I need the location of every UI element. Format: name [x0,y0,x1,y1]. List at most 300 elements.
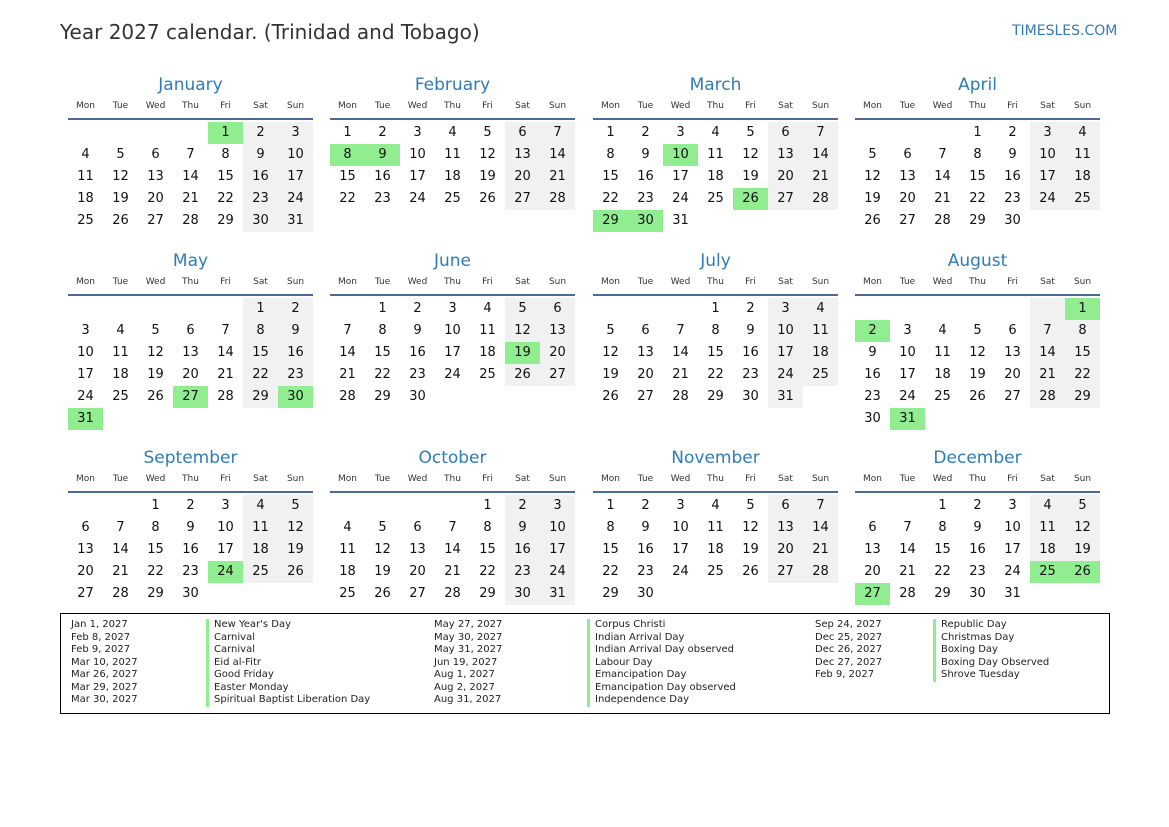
legend-date: May 27, 2027 [434,619,503,630]
day-cell: 8 [973,147,982,162]
day-cell: 24 [672,564,689,579]
weekday-label: Mon [601,277,620,287]
day-cell: 20 [147,191,164,206]
day-cell: 16 [409,345,426,360]
legend-date: Mar 10, 2027 [71,656,138,668]
day-cell: 1 [378,301,387,316]
day-cell: 26 [112,213,129,228]
day-cell: 20 [409,564,426,579]
weekday-label: Wed [670,474,691,484]
day-cell: 11 [77,169,94,184]
holiday-day-cell: 30 [628,210,663,232]
day-cell: 31 [768,386,803,408]
day-cell: 4 [711,125,720,140]
day-cell: 10 [1030,144,1065,166]
day-cell: 11 [803,320,838,342]
weekday-label: Fri [482,101,493,111]
day-cell: 1 [711,301,720,316]
day-cell: 23 [278,364,313,386]
weekday-label: Thu [707,101,724,111]
day-cell: 10 [217,520,234,535]
month-name: September [143,448,238,468]
day-cell: 15 [147,542,164,557]
legend-holiday-name: Spiritual Baptist Liberation Day [206,694,370,707]
empty-day-cell [68,298,103,320]
day-cell: 9 [505,517,540,539]
weekday-header [330,472,575,493]
legend-names-col-3 [933,619,1049,682]
weekday-label: Wed [407,277,428,287]
day-cell: 16 [969,542,986,557]
day-cell: 26 [602,389,619,404]
day-cell: 17 [444,345,461,360]
weekday-label: Sun [548,101,567,111]
day-cell: 30 [1004,213,1021,228]
day-cell: 2 [746,301,755,316]
weekday-label: Sun [286,277,305,287]
weekday-header [68,99,313,120]
weekday-label: Thu [182,277,199,287]
day-cell: 21 [1030,364,1065,386]
month-june [330,250,575,408]
day-cell: 13 [637,345,654,360]
day-cell: 7 [1030,320,1065,342]
day-cell: 4 [243,495,278,517]
day-cell: 4 [1030,495,1065,517]
day-cell: 23 [182,564,199,579]
day-cell: 7 [938,147,947,162]
day-cell: 12 [112,169,129,184]
day-cell: 22 [479,564,496,579]
day-cell: 14 [803,144,838,166]
day-cell: 2 [186,498,195,513]
day-grid [330,298,575,408]
day-cell: 13 [1004,345,1021,360]
day-cell: 22 [217,191,234,206]
day-cell: 29 [1065,386,1100,408]
day-cell: 28 [803,188,838,210]
day-cell: 14 [339,345,356,360]
day-cell: 17 [278,166,313,188]
day-cell: 5 [151,323,160,338]
day-cell: 23 [505,561,540,583]
day-cell: 24 [768,364,803,386]
day-cell: 13 [409,542,426,557]
day-grid [855,122,1100,232]
day-cell: 6 [540,298,575,320]
day-cell: 4 [803,298,838,320]
legend-date: Dec 27, 2027 [815,656,883,668]
day-cell: 25 [707,564,724,579]
weekday-label: Sun [1073,474,1092,484]
day-cell: 12 [1065,517,1100,539]
day-cell: 7 [676,323,685,338]
weekday-label: Tue [899,101,916,111]
weekday-header [855,275,1100,296]
month-name: November [671,448,760,468]
weekday-label: Sat [778,277,793,287]
day-cell: 3 [221,498,230,513]
day-cell: 26 [278,561,313,583]
weekday-label: Wed [932,474,953,484]
day-cell: 18 [339,564,356,579]
day-cell: 21 [112,564,129,579]
legend-holiday-name: Labour Day [587,657,736,670]
day-cell: 15 [243,342,278,364]
day-cell: 16 [637,542,654,557]
day-cell: 15 [374,345,391,360]
day-cell: 21 [217,367,234,382]
day-cell: 27 [77,586,94,601]
day-cell: 15 [934,542,951,557]
day-cell: 12 [505,320,540,342]
weekday-label: Sat [253,101,268,111]
empty-day-cell [330,495,365,517]
month-april [855,74,1100,232]
page-title: Year 2027 calendar. (Trinidad and Tobago) [60,20,480,44]
weekday-label: Thu [444,474,461,484]
day-cell: 13 [540,320,575,342]
weekday-label: Tue [112,101,129,111]
empty-day-cell [173,298,208,320]
weekday-header [593,472,838,493]
day-cell: 2 [641,125,650,140]
day-cell: 27 [637,389,654,404]
weekday-label: Tue [374,101,391,111]
day-cell: 3 [903,323,912,338]
day-cell: 24 [1004,564,1021,579]
weekday-label: Sat [1040,474,1055,484]
day-cell: 26 [479,191,496,206]
day-cell: 18 [479,345,496,360]
holiday-day-cell: 10 [663,144,698,166]
weekday-label: Fri [482,277,493,287]
month-name: October [418,448,487,468]
day-cell: 26 [374,586,391,601]
day-cell: 15 [602,169,619,184]
day-cell: 20 [182,367,199,382]
empty-day-cell [103,495,138,517]
weekday-label: Sun [286,474,305,484]
weekday-label: Tue [637,474,654,484]
legend-names-col-2 [587,619,736,707]
day-cell: 16 [182,542,199,557]
day-cell: 10 [77,345,94,360]
day-cell: 24 [1030,188,1065,210]
day-cell: 27 [147,213,164,228]
day-grid [330,122,575,210]
day-cell: 29 [602,586,619,601]
day-cell: 14 [182,169,199,184]
day-cell: 3 [448,301,457,316]
day-cell: 1 [483,498,492,513]
day-cell: 27 [540,364,575,386]
day-cell: 3 [81,323,90,338]
legend-holiday-name: Boxing Day Observed [933,657,1049,670]
day-cell: 21 [803,539,838,561]
legend-holiday-name: Carnival [206,632,370,645]
day-cell: 17 [1030,166,1065,188]
day-cell: 9 [868,345,877,360]
day-cell: 28 [540,188,575,210]
day-cell: 24 [409,191,426,206]
weekday-label: Sun [811,277,830,287]
empty-day-cell [138,122,173,144]
day-cell: 11 [934,345,951,360]
weekday-label: Tue [374,277,391,287]
weekday-label: Thu [182,101,199,111]
day-cell: 29 [969,213,986,228]
weekday-label: Wed [407,474,428,484]
day-cell: 30 [409,389,426,404]
day-cell: 31 [278,210,313,232]
month-march [593,74,838,232]
weekday-label: Tue [899,277,916,287]
day-cell: 29 [374,389,391,404]
day-cell: 21 [444,564,461,579]
day-cell: 8 [221,147,230,162]
day-cell: 11 [479,323,496,338]
month-november [593,447,838,605]
day-cell: 2 [378,125,387,140]
day-cell: 2 [278,298,313,320]
day-cell: 10 [768,320,803,342]
weekday-label: Sat [253,474,268,484]
day-cell: 27 [768,561,803,583]
empty-day-cell [890,298,925,320]
weekday-label: Wed [932,101,953,111]
legend-date: Aug 2, 2027 [434,681,495,693]
day-cell: 31 [540,583,575,605]
empty-day-cell [173,122,208,144]
legend-date: Feb 9, 2027 [815,669,875,680]
day-cell: 14 [803,517,838,539]
holiday-day-cell: 26 [733,188,768,210]
holiday-day-cell: 31 [890,408,925,430]
day-cell: 7 [221,323,230,338]
day-cell: 21 [899,564,916,579]
day-cell: 14 [934,169,951,184]
weekday-label: Sun [811,474,830,484]
day-cell: 8 [378,323,387,338]
holiday-day-cell: 31 [68,408,103,430]
weekday-label: Mon [338,277,357,287]
empty-day-cell [68,495,103,517]
legend-date: Mar 30, 2027 [71,694,138,705]
month-october [330,447,575,605]
day-cell: 14 [672,345,689,360]
day-cell: 25 [707,191,724,206]
day-cell: 21 [339,367,356,382]
day-grid [330,495,575,605]
day-cell: 16 [278,342,313,364]
day-cell: 8 [483,520,492,535]
day-cell: 23 [374,191,391,206]
holiday-day-cell: 1 [1065,298,1100,320]
day-cell: 13 [864,542,881,557]
day-cell: 24 [278,188,313,210]
day-cell: 7 [540,122,575,144]
day-cell: 3 [278,122,313,144]
weekday-label: Wed [670,101,691,111]
day-cell: 5 [746,125,755,140]
empty-day-cell [435,495,470,517]
legend-holiday-name: Republic Day [933,619,1049,632]
day-cell: 28 [672,389,689,404]
weekday-label: Wed [932,277,953,287]
day-cell: 29 [243,386,278,408]
day-cell: 6 [186,323,195,338]
empty-day-cell [663,298,698,320]
day-cell: 3 [413,125,422,140]
weekday-label: Sun [811,101,830,111]
day-cell: 4 [938,323,947,338]
weekday-header [855,99,1100,120]
weekday-label: Tue [899,474,916,484]
empty-day-cell [925,298,960,320]
day-cell: 4 [1065,122,1100,144]
day-cell: 6 [413,520,422,535]
empty-day-cell [628,298,663,320]
day-cell: 20 [505,166,540,188]
day-cell: 10 [409,147,426,162]
weekday-label: Sun [548,277,567,287]
legend-holiday-name: Indian Arrival Day observed [587,644,736,657]
weekday-header [855,472,1100,493]
day-cell: 5 [746,498,755,513]
day-cell: 28 [899,586,916,601]
empty-day-cell [890,122,925,144]
day-cell: 21 [182,191,199,206]
day-cell: 12 [969,345,986,360]
day-cell: 9 [1008,147,1017,162]
day-cell: 4 [711,498,720,513]
holiday-day-cell: 2 [855,320,890,342]
day-cell: 19 [969,367,986,382]
day-cell: 9 [243,144,278,166]
site-link[interactable]: TIMESLES.COM [1012,23,1118,39]
weekday-label: Sun [286,101,305,111]
day-cell: 8 [606,147,615,162]
day-cell: 28 [217,389,234,404]
legend-names-col-1 [206,619,370,707]
weekday-label: Sat [778,474,793,484]
day-cell: 25 [934,389,951,404]
day-cell: 19 [602,367,619,382]
day-cell: 22 [1065,364,1100,386]
day-cell: 5 [378,520,387,535]
weekday-label: Mon [863,277,882,287]
day-cell: 6 [903,147,912,162]
day-cell: 5 [483,125,492,140]
day-cell: 3 [676,498,685,513]
weekday-header [593,99,838,120]
day-grid [855,495,1100,605]
day-grid [68,122,313,232]
day-cell: 11 [1030,517,1065,539]
weekday-label: Sat [1040,101,1055,111]
weekday-label: Thu [707,474,724,484]
day-cell: 6 [868,520,877,535]
day-cell: 11 [1065,144,1100,166]
day-cell: 2 [505,495,540,517]
day-cell: 25 [444,191,461,206]
weekday-label: Sat [778,101,793,111]
day-cell: 6 [768,122,803,144]
weekday-label: Wed [670,277,691,287]
day-cell: 2 [641,498,650,513]
day-cell: 19 [112,191,129,206]
holiday-day-cell: 8 [330,144,365,166]
weekday-label: Sat [515,101,530,111]
month-august [855,250,1100,430]
legend-date: Jan 1, 2027 [71,619,128,630]
day-cell: 16 [1004,169,1021,184]
day-cell: 23 [409,367,426,382]
day-cell: 28 [339,389,356,404]
day-cell: 5 [868,147,877,162]
month-name: July [700,251,731,271]
weekday-header [68,275,313,296]
day-cell: 5 [606,323,615,338]
day-cell: 22 [147,564,164,579]
day-cell: 28 [803,561,838,583]
legend-holiday-name: Shrove Tuesday [933,669,1049,682]
day-cell: 2 [243,122,278,144]
weekday-header [593,275,838,296]
weekday-label: Sun [1073,277,1092,287]
legend-dates-col-2 [434,619,502,707]
weekday-label: Thu [969,277,986,287]
day-cell: 19 [742,542,759,557]
day-cell: 5 [278,495,313,517]
day-cell: 13 [77,542,94,557]
day-cell: 30 [505,583,540,605]
weekday-label: Wed [145,277,166,287]
day-cell: 8 [1065,320,1100,342]
day-cell: 18 [803,342,838,364]
day-cell: 29 [707,389,724,404]
weekday-label: Tue [112,474,129,484]
holiday-day-cell: 9 [365,144,400,166]
holiday-day-cell: 29 [593,210,628,232]
day-cell: 22 [934,564,951,579]
weekday-label: Fri [745,277,756,287]
day-cell: 12 [479,147,496,162]
day-cell: 19 [479,169,496,184]
weekday-label: Tue [637,101,654,111]
day-cell: 13 [147,169,164,184]
holiday-day-cell: 26 [1065,561,1100,583]
weekday-label: Mon [863,474,882,484]
legend-date: Aug 1, 2027 [434,669,495,680]
weekday-label: Fri [220,277,231,287]
day-cell: 13 [182,345,199,360]
day-cell: 8 [151,520,160,535]
day-cell: 22 [374,367,391,382]
day-cell: 18 [1065,166,1100,188]
weekday-label: Mon [76,474,95,484]
day-cell: 31 [672,213,689,228]
weekday-label: Tue [637,277,654,287]
day-cell: 1 [343,125,352,140]
day-cell: 18 [444,169,461,184]
empty-day-cell [103,298,138,320]
day-cell: 29 [479,586,496,601]
month-july [593,250,838,408]
day-cell: 22 [243,364,278,386]
day-cell: 11 [339,542,356,557]
